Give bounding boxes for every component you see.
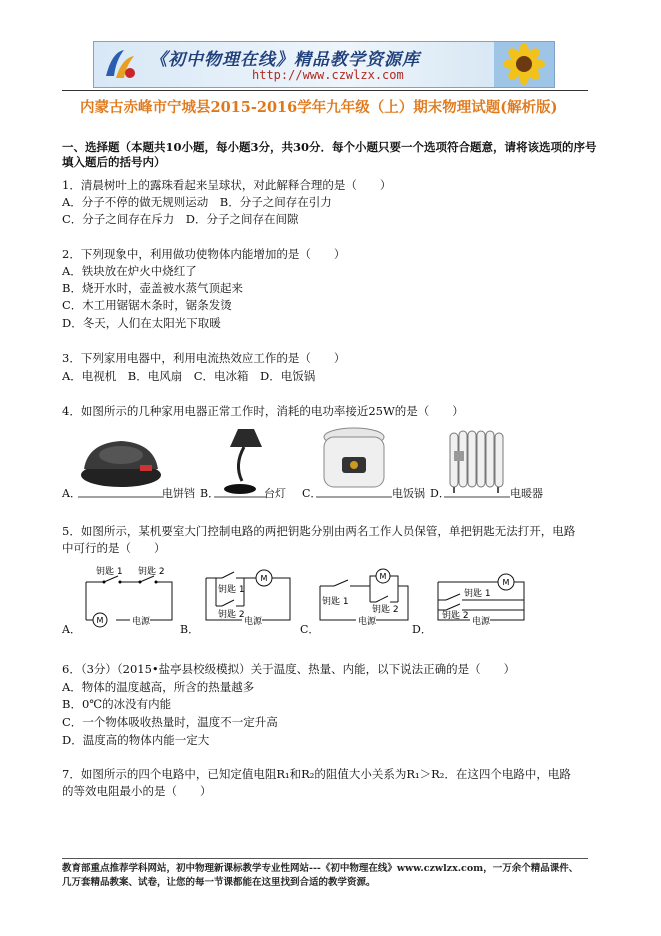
- circuit-c-power-label: 电源: [358, 617, 377, 627]
- footer-line-1: 教育部重点推荐学科网站，初中物理新课标教学专业性网站---《初中物理在线》www.czwlzx.com，一万余个精品课件、: [62, 863, 579, 874]
- q7-stem-line2: 的等效电阻最小的是（ ）: [62, 784, 212, 798]
- logo-icon: [102, 46, 138, 82]
- circuit-b-key2-label: 钥匙 2: [218, 610, 245, 620]
- q5-option-a-label: A．: [62, 623, 81, 636]
- q6-option-d: D．温度高的物体内能一定大: [62, 733, 210, 747]
- q4-option-a-label: A．: [62, 487, 81, 500]
- q3-options: A．电视机 B．电风扇 C．电冰箱 D．电饭锅: [62, 369, 316, 383]
- q4-stem: 4．如图所示的几种家用电器正常工作时，消耗的电功率接近25W的是（ ）: [62, 404, 464, 418]
- q1-stem: 1．清晨树叶上的露珠看起来呈球状，对此解释合理的是（ ）: [62, 178, 392, 192]
- sunflower-icon: [494, 42, 554, 87]
- circuit-b-diagram: [196, 562, 300, 638]
- desk-lamp-image: [214, 425, 266, 499]
- q3-stem: 3．下列家用电器中，利用电流热效应工作的是（ ）: [62, 351, 346, 365]
- q5-stem-line1: 5．如图所示，某机要室大门控制电路的两把钥匙分别由两名工作人员保管，单把钥匙无法打开，电路: [62, 524, 576, 538]
- circuit-b-power-label: 电源: [244, 617, 263, 627]
- q2-option-c: C．木工用锯锯木条时，锯条发烫: [62, 298, 232, 312]
- circuit-b-motor-label: M: [260, 574, 268, 583]
- q4-caption-c: 电饭锅: [392, 487, 425, 500]
- circuit-c-key1-label: 钥匙 1: [322, 597, 349, 607]
- circuit-a-motor-label: M: [96, 616, 104, 625]
- circuit-a-diagram: [76, 562, 180, 638]
- circuit-c-motor-label: M: [379, 572, 387, 581]
- banner-title: 《初中物理在线》精品教学资源库: [150, 50, 420, 70]
- q5-stem-line2: 中可行的是（ ）: [62, 541, 166, 555]
- header-banner: [93, 41, 555, 88]
- circuit-d-power-label: 电源: [472, 617, 491, 627]
- electric-pancake-pan-image: [78, 425, 164, 499]
- q6-option-c: C．一个物体吸收热量时，温度不一定升高: [62, 715, 278, 729]
- circuit-d-motor-label: M: [502, 578, 510, 587]
- q4-caption-b: 台灯: [264, 487, 286, 500]
- q2-stem: 2．下列现象中，利用做功使物体内能增加的是（ ）: [62, 247, 346, 261]
- q6-stem: 6．（3分）（2015•盐亭县校级模拟）关于温度、热量、内能，以下说法正确的是（ ）: [62, 662, 516, 676]
- q7-stem-line1: 7．如图所示的四个电路中，已知定值电阻R₁和R₂的阻值大小关系为R₁＞R₂．在这四个电路中，电路: [62, 767, 571, 781]
- q2-option-a: A．铁块放在炉火中烧红了: [62, 264, 197, 278]
- q5-option-b-label: B．: [180, 623, 200, 636]
- oil-heater-image: [444, 423, 510, 499]
- q5-option-c-label: C．: [300, 623, 320, 636]
- q4-caption-d: 电暖器: [510, 487, 543, 500]
- footer-line-2: 几万套精品教案、试卷，让您的每一节课都能在这里找到合适的教学资源。: [62, 877, 376, 888]
- q2-option-b: B．烧开水时，壶盖被水蒸气顶起来: [62, 281, 243, 295]
- footer: [62, 862, 622, 890]
- circuit-d-diagram: [428, 562, 528, 638]
- q6-option-b: B．0℃的冰没有内能: [62, 697, 172, 711]
- footer-divider: [62, 858, 588, 859]
- circuit-d-key2-label: 钥匙 2: [442, 611, 469, 621]
- q4-option-b-label: B．: [200, 487, 220, 500]
- circuit-c-key2-label: 钥匙 2: [372, 605, 399, 615]
- circuit-c-diagram: [314, 562, 414, 638]
- circuit-b-key1-label: 钥匙 1: [218, 585, 245, 595]
- circuit-a-power-label: 电源: [132, 617, 151, 627]
- q5-option-d-label: D．: [412, 623, 432, 636]
- circuit-a-key1-label: 钥匙 1: [96, 567, 123, 577]
- q4-option-c-label: C．: [302, 487, 322, 500]
- q6-option-a: A．物体的温度越高，所含的热量越多: [62, 680, 255, 694]
- rice-cooker-image: [316, 423, 392, 499]
- header-divider: [62, 90, 588, 91]
- q1-options-ab: A．分子不停的做无规则运动 B．分子之间存在引力: [62, 195, 332, 209]
- q4-option-d-label: D．: [430, 487, 450, 500]
- banner-url[interactable]: http://www.czwlzx.com: [252, 68, 404, 82]
- circuit-d-key1-label: 钥匙 1: [464, 589, 491, 599]
- q2-option-d: D．冬天，人们在太阳光下取暖: [62, 316, 221, 330]
- section-heading: 一、选择题（本题共10小题，每小题3分，共30分．每个小题只要一个选项符合题意，请将该选项的序号填入题后的括号内）: [62, 140, 597, 169]
- q1-options-cd: C．分子之间存在斥力 D．分子之间存在间隙: [62, 212, 299, 226]
- page-title: 内蒙古赤峰市宁城县2015-2016学年九年级（上）期末物理试题(解析版): [80, 99, 558, 116]
- q4-caption-a: 电饼铛: [162, 487, 195, 500]
- circuit-a-key2-label: 钥匙 2: [138, 567, 165, 577]
